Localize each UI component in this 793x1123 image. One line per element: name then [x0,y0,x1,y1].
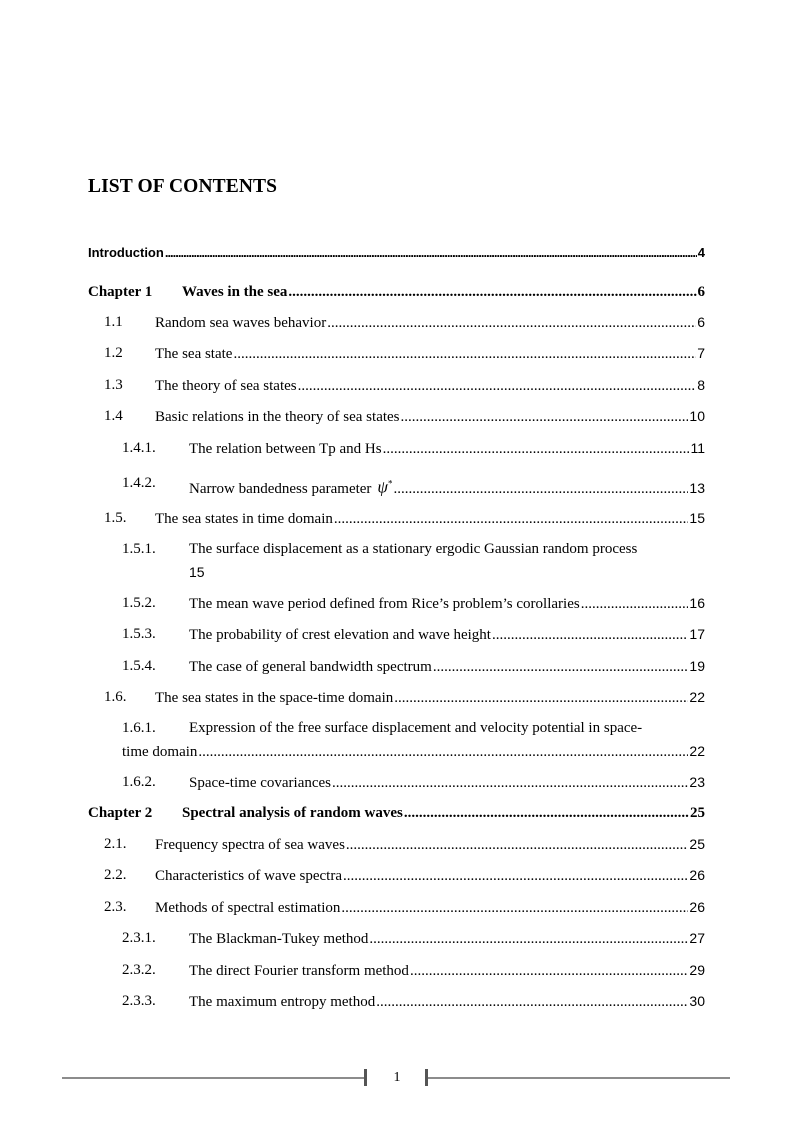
toc-page: 30 [689,993,705,1009]
toc-title: The mean wave period defined from Rice’s problem’s corollaries [189,596,580,612]
toc-entry-1-5-4[interactable] [0,655,793,677]
toc-page: 23 [689,774,705,790]
toc-entry-2-3-3[interactable] [0,990,793,1012]
toc-number: 1.1 [104,314,123,330]
toc-entry-2-3-1[interactable] [0,927,793,949]
toc-entry-1-5-3[interactable] [0,623,793,645]
toc-page: 17 [689,626,705,642]
toc-leader [492,624,688,646]
toc-entry-introduction[interactable] [0,242,793,264]
toc-title: The relation between Tp and Hs [189,441,382,457]
toc-entry-2-3[interactable] [0,896,793,918]
toc-entry-1-4-1[interactable] [0,437,793,459]
toc-title: Space-time covariances [189,775,332,791]
toc-page: 25 [690,805,705,821]
toc-page: 26 [689,899,705,915]
toc-number: 1.3 [104,377,123,393]
toc-leader [581,593,689,615]
toc-number: 1.4.2. [122,475,156,491]
toc-number: Chapter 1 [88,284,153,300]
toc-title: Waves in the sea [182,284,288,300]
footer-rule-right [428,1077,730,1079]
toc-leader [288,281,696,303]
toc-leader [394,687,688,709]
toc-title: The sea state [155,346,233,362]
toc-number: 1.5.2. [122,595,156,611]
page-number: 1 [393,1070,401,1085]
toc-number: 1.2 [104,345,123,361]
toc-page: 29 [689,962,705,978]
toc-page: 11 [690,440,705,456]
toc-number: 1.6.2. [122,774,156,790]
footer-rule-left [62,1077,364,1079]
toc-title: The maximum entropy method [189,994,376,1010]
toc-entry-2-2[interactable] [0,864,793,886]
toc-title: The sea states in time domain [155,511,333,527]
toc-title: The surface displacement as a stationary ergodic Gaussian random process [189,541,638,557]
toc-number: 2.3.2. [122,962,156,978]
toc-number: 2.2. [104,867,127,883]
toc-entry-1-4[interactable] [0,405,793,427]
toc-title: Basic relations in the theory of sea states [155,409,400,425]
toc-leader [433,656,689,678]
toc-entry-1-4-2[interactable] [0,472,793,497]
toc-leader [369,928,688,950]
toc-leader [401,406,689,428]
toc-number: 1.5.3. [122,626,156,642]
toc-title: Spectral analysis of random waves [182,805,403,821]
toc-leader [410,960,688,982]
toc-number: 2.3. [104,899,127,915]
toc-entry-1-6-2[interactable] [0,771,793,793]
toc-page: 6 [697,314,705,330]
toc-leader [346,834,689,856]
toc-leader [332,772,688,794]
toc-number: Chapter 2 [88,805,153,821]
toc-leader [393,478,688,500]
toc-leader [376,991,688,1013]
toc-page: 16 [689,595,705,611]
toc-title: The sea states in the space-time domain [155,690,394,706]
toc-leader [334,508,689,530]
toc-page: 6 [697,284,705,300]
toc-title: Frequency spectra of sea waves [155,837,345,853]
toc-number: 2.3.3. [122,993,156,1009]
toc-number: 1.5. [104,510,127,526]
toc-leader [233,343,696,365]
toc-title: Random sea waves behavior [155,315,327,331]
psi-symbol: ψ* [377,477,393,497]
toc-number: 1.5.1. [122,541,156,557]
toc-page: 7 [697,345,705,361]
toc-title: The case of general bandwidth spectrum [189,659,432,675]
toc-title: The theory of sea states [155,378,297,394]
toc-title: Expression of the free surface displacement and velocity potential in space- [189,720,643,736]
toc-number: 1.4 [104,408,123,424]
toc-title: Narrow bandedness parameter [189,480,372,497]
toc-number: 1.4.1. [122,440,156,456]
toc-page: 19 [689,658,705,674]
toc-page: 15 [689,510,705,526]
footer-bar-left [364,1069,367,1086]
toc-page: 22 [689,689,705,705]
toc-leader [165,242,697,264]
page-title: LIST OF CONTENTS [88,176,278,197]
toc-page: 8 [697,377,705,393]
toc-title: Introduction [88,245,164,260]
toc-page: 15 [189,564,205,580]
toc-entry-1-5-2[interactable] [0,592,793,614]
toc-entry-1-3[interactable] [0,374,793,396]
toc-title: The Blackman-Tukey method [189,931,369,947]
toc-title-continued: time domain [122,744,198,760]
toc-page: 25 [689,836,705,852]
toc-leader [341,897,688,919]
toc-leader [343,865,688,887]
toc-page: 4 [697,245,705,260]
toc-entry-1-5[interactable] [0,507,793,529]
toc-number: 2.1. [104,836,127,852]
toc-title: The probability of crest elevation and wave height [189,627,491,643]
toc-entry-2-1[interactable] [0,833,793,855]
toc-leader [198,741,688,763]
toc-number: 1.6.1. [122,720,156,736]
toc-page: 27 [689,930,705,946]
toc-title: Characteristics of wave spectra [155,868,342,884]
toc-entry-chapter-1[interactable] [0,281,793,303]
toc-entry-1-6[interactable] [0,686,793,708]
toc-leader [383,438,690,460]
toc-entry-1-1[interactable] [0,311,793,333]
toc-number: 1.5.4. [122,658,156,674]
toc-entry-1-2[interactable] [0,342,793,364]
toc-page: 10 [689,408,705,424]
toc-page: 13 [689,479,705,496]
toc-page: 22 [689,743,705,759]
toc-page: 26 [689,867,705,883]
toc-entry-2-3-2[interactable] [0,959,793,981]
toc-number: 2.3.1. [122,930,156,946]
toc-title: Methods of spectral estimation [155,900,341,916]
toc-number: 1.6. [104,689,127,705]
toc-entry-chapter-2[interactable] [0,802,793,824]
toc-leader [327,312,696,334]
toc-title: The direct Fourier transform method [189,963,409,979]
toc-leader [298,375,697,397]
toc-leader [404,802,689,824]
